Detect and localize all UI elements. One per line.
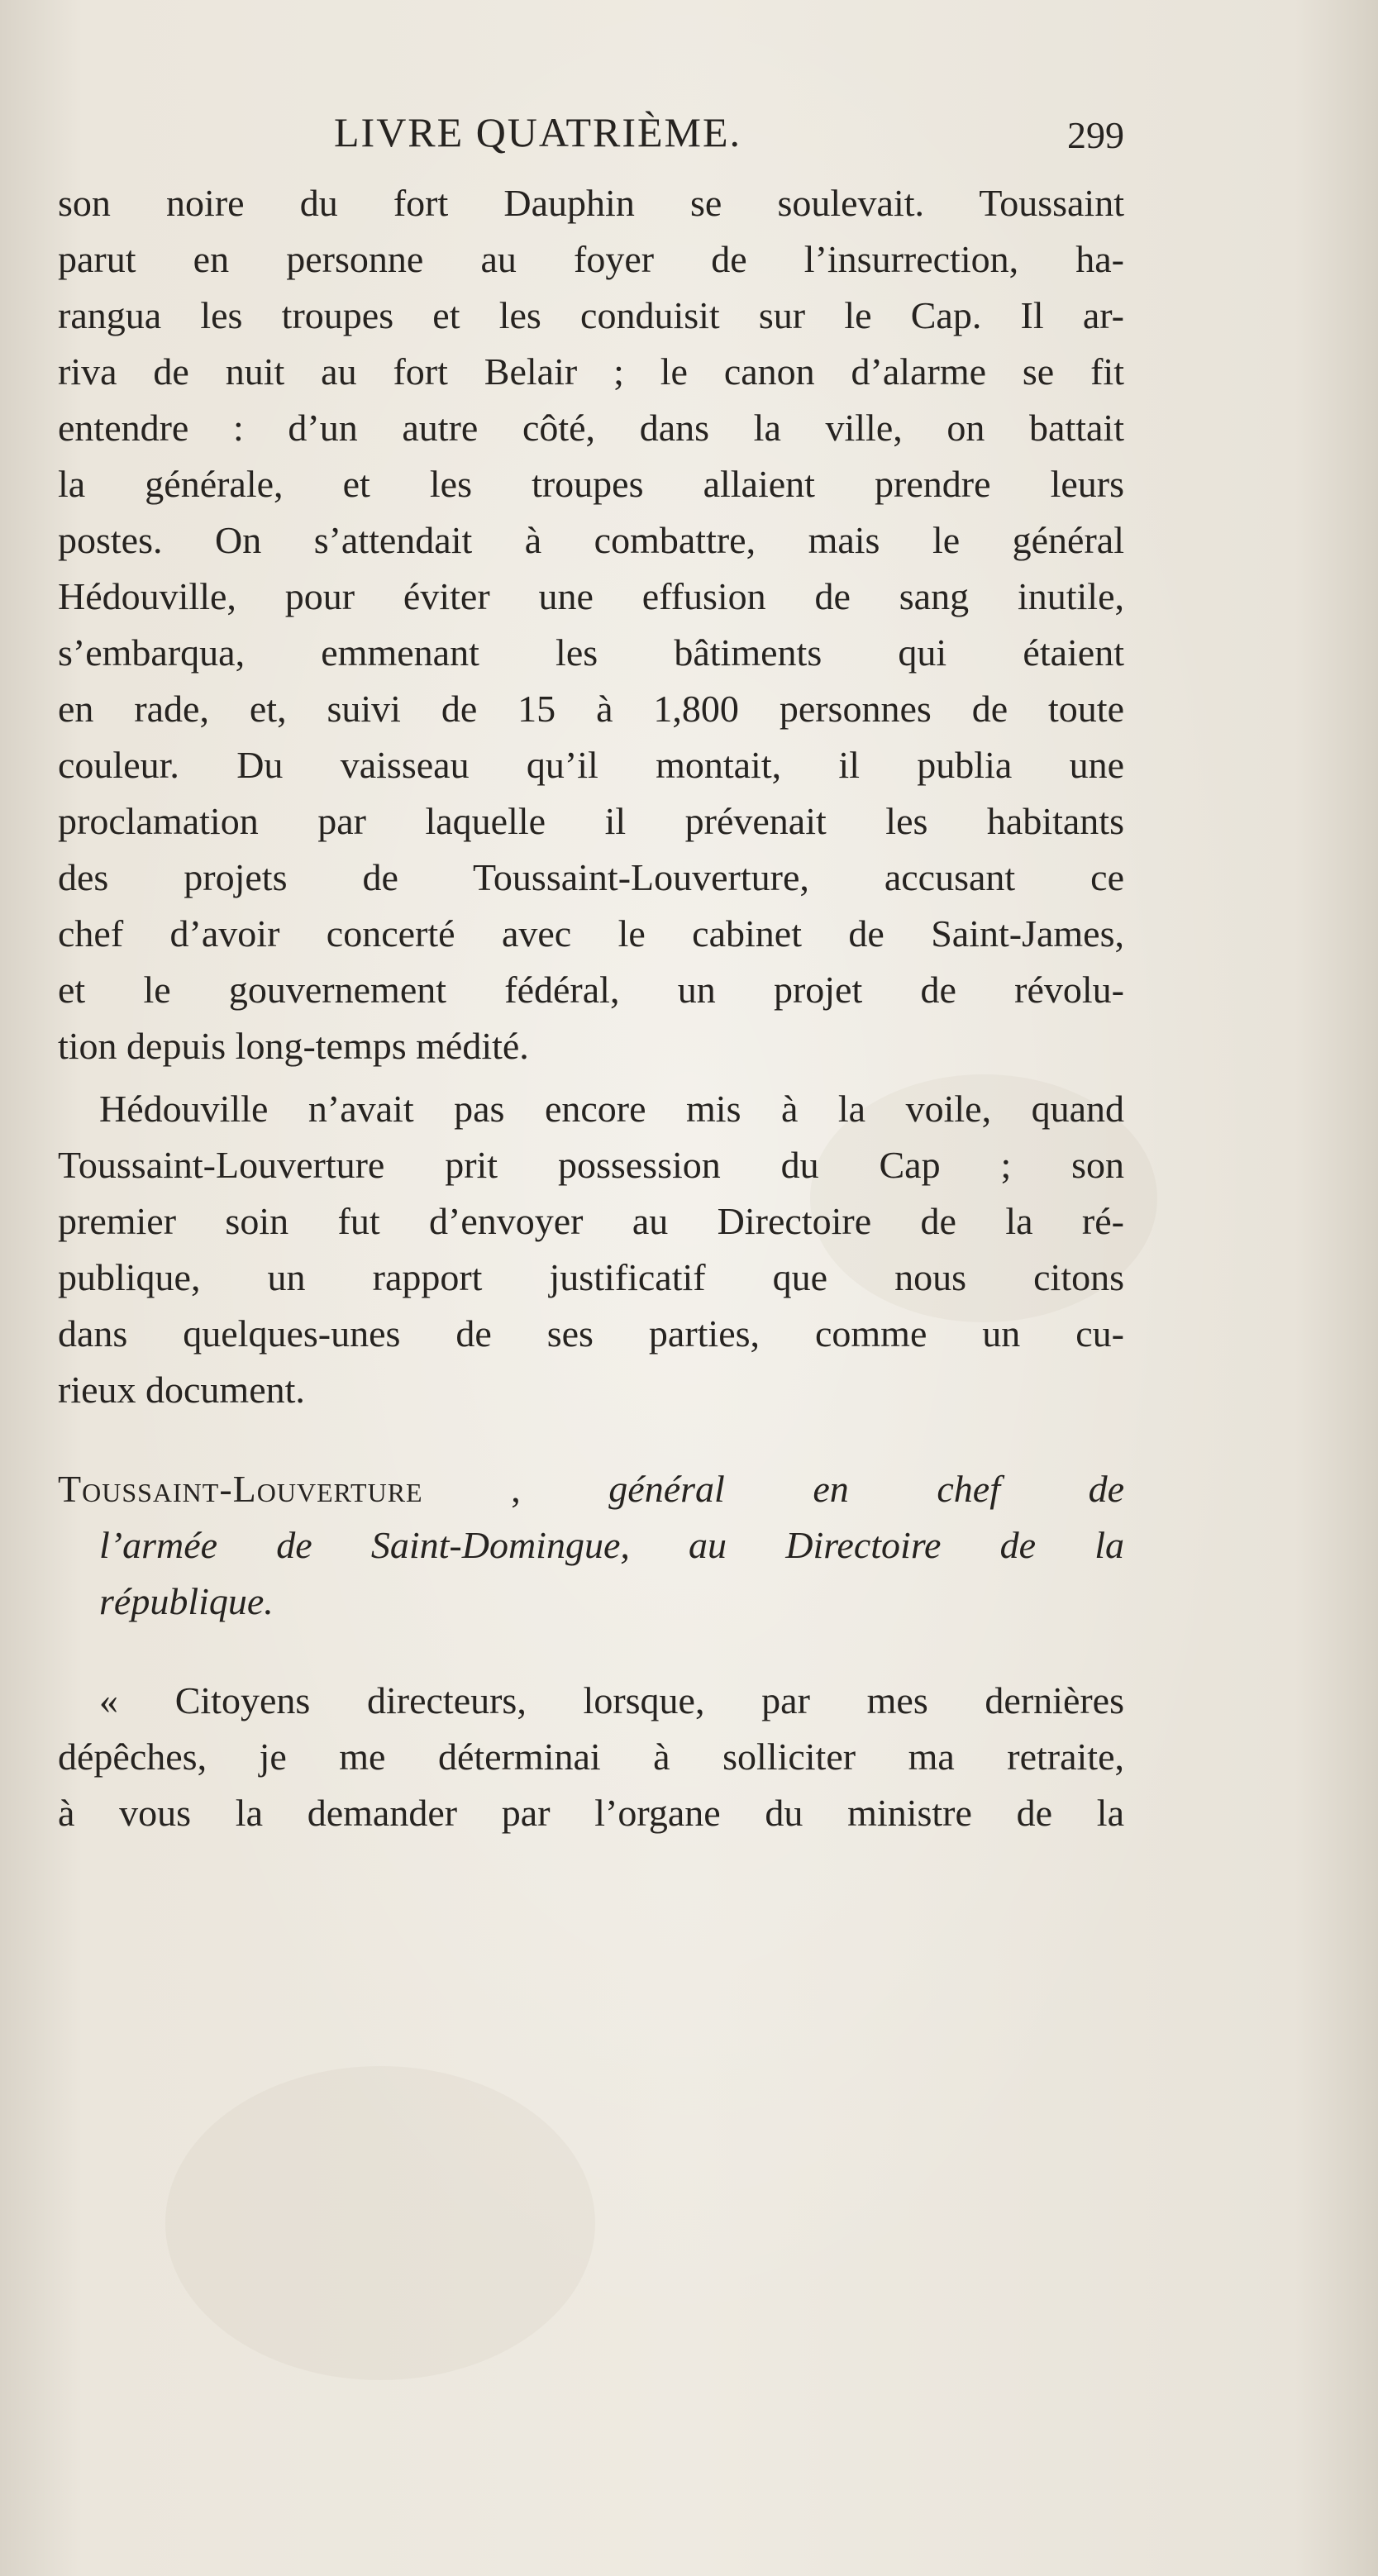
paragraph-1 xyxy=(58,175,1124,1074)
text-line: parut en personne au foyer de l’insurrection, ha- xyxy=(58,238,1124,280)
text-line: la générale, et les troupes allaient prendre leurs xyxy=(58,463,1124,505)
text-line: proclamation par laquelle il prévenait les habitants xyxy=(58,800,1124,842)
text-line: riva de nuit au fort Belair ; le canon d’alarme se fit xyxy=(58,350,1124,393)
text-line: et le gouvernement fédéral, un projet de révolu- xyxy=(58,969,1124,1011)
text-line: en rade, et, suivi de 15 à 1,800 personnes de toute xyxy=(58,688,1124,730)
page-number: 299 xyxy=(1067,114,1124,156)
heading-line-2: l’armée de Saint-Domingue, au Directoire de la xyxy=(99,1524,1124,1566)
text-line: tion depuis long-temps médité. xyxy=(58,1025,529,1067)
text-line: Toussaint-Louverture prit possession du Cap ; son xyxy=(58,1144,1124,1186)
text-line: s’embarqua, emmenant les bâtiments qui étaient xyxy=(58,631,1124,674)
text-line: dans quelques-unes de ses parties, comme un cu- xyxy=(58,1312,1124,1355)
page-header xyxy=(58,99,1124,165)
paragraph-3 xyxy=(58,1673,1124,1841)
text-line: des projets de Toussaint-Louverture, accusant ce xyxy=(58,856,1124,898)
text-line: Hédouville n’avait pas encore mis à la voile, quand xyxy=(99,1088,1124,1130)
text-line: « Citoyens directeurs, lorsque, par mes dernières xyxy=(99,1679,1124,1721)
text-line: son noire du fort Dauphin se soulevait. Toussaint xyxy=(58,182,1124,224)
letter-heading xyxy=(58,1461,1124,1630)
text-line: couleur. Du vaisseau qu’il montait, il publia une xyxy=(58,744,1124,786)
heading-title: général en chef de xyxy=(608,1468,1125,1510)
text-line: postes. On s’attendait à combattre, mais le général xyxy=(58,519,1124,561)
text-line: chef d’avoir concerté avec le cabinet de Saint-James, xyxy=(58,912,1124,955)
heading-name: Toussaint-Louverture xyxy=(58,1468,423,1510)
body-text xyxy=(58,175,1124,1841)
running-title: LIVRE QUATRIÈME. xyxy=(334,109,742,155)
text-line: dépêches, je me déterminai à solliciter ma retraite, xyxy=(58,1736,1124,1778)
heading-line-3: république. xyxy=(99,1580,274,1622)
text-line: à vous la demander par l’organe du ministre de la xyxy=(58,1792,1124,1834)
text-line: rieux document. xyxy=(58,1369,305,1411)
text-line: rangua les troupes et les conduisit sur le Cap. Il ar- xyxy=(58,294,1124,336)
text-line: entendre : d’un autre côté, dans la ville, on battait xyxy=(58,407,1124,449)
text-line: Hédouville, pour éviter une effusion de sang inutile, xyxy=(58,575,1124,617)
paragraph-2 xyxy=(58,1081,1124,1418)
paper-stain xyxy=(165,2066,595,2380)
text-line: publique, un rapport justificatif que nous citons xyxy=(58,1256,1124,1298)
text-line: premier soin fut d’envoyer au Directoire de la ré- xyxy=(58,1200,1124,1242)
heading-line-1: Toussaint-Louverture , général en chef de xyxy=(58,1468,1125,1510)
